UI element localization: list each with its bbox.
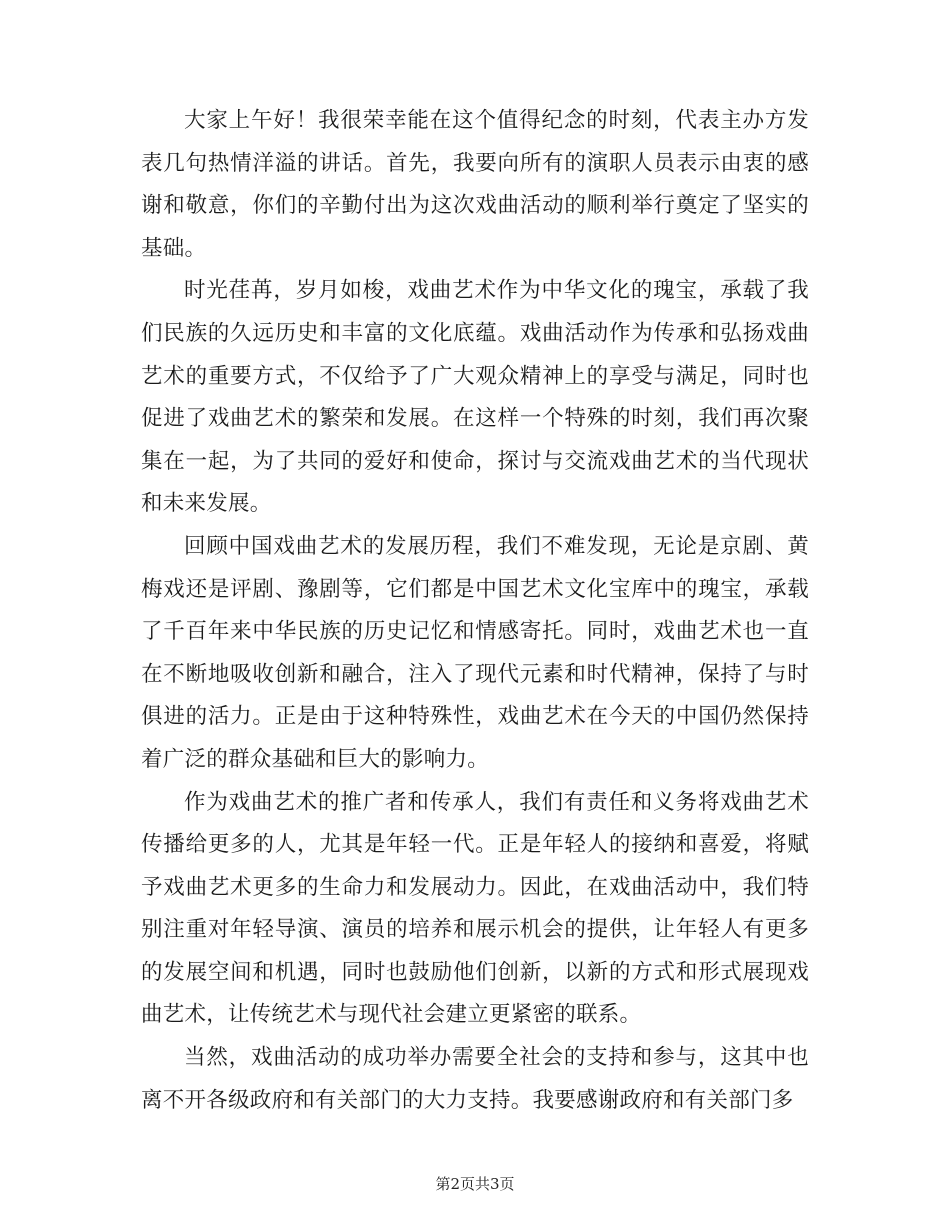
document-body bbox=[141, 100, 809, 1122]
page-number: 第2页共3页 bbox=[435, 1175, 515, 1193]
paragraph-4: 作为戏曲艺术的推广者和传承人，我们有责任和义务将戏曲艺术传播给更多的人，尤其是年轻一代。正是年轻人的接纳和喜爱，将赋予戏曲艺术更多的生命力和发展动力。因此，在戏曲活动中，我们特别注重对年轻导演、演员的培养和展示机会的提供，让年轻人有更多的发展空间和机遇，同时也鼓励他们创新，以新的方式和形式展现戏曲艺术，让传统艺术与现代社会建立更紧密的联系。 bbox=[141, 789, 809, 1028]
paragraph-2: 时光荏苒，岁月如梭，戏曲艺术作为中华文化的瑰宝，承载了我们民族的久远历史和丰富的文化底蕴。戏曲活动作为传承和弘扬戏曲艺术的重要方式，不仅给予了广大观众精神上的享受与满足，同时也促进了戏曲艺术的繁荣和发展。在这样一个特殊的时刻，我们再次聚集在一起，为了共同的爱好和使命，探讨与交流戏曲艺术的当代现状和未来发展。 bbox=[141, 278, 809, 517]
paragraph-1: 大家上午好！我很荣幸能在这个值得纪念的时刻，代表主办方发表几句热情洋溢的讲话。首先，我要向所有的演职人员表示由衷的感谢和敬意，你们的辛勤付出为这次戏曲活动的顺利举行奠定了坚实的基础。 bbox=[141, 108, 809, 261]
paragraph-5: 当然，戏曲活动的成功举办需要全社会的支持和参与，这其中也离不开各级政府和有关部门的大力支持。我要感谢政府和有关部门多 bbox=[141, 1045, 809, 1113]
paragraph-3: 回顾中国戏曲艺术的发展历程，我们不难发现，无论是京剧、黄梅戏还是评剧、豫剧等，它们都是中国艺术文化宝库中的瑰宝，承载了千百年来中华民族的历史记忆和情感寄托。同时，戏曲艺术也一直在不断地吸收创新和融合，注入了现代元素和时代精神，保持了与时俱进的活力。正是由于这种特殊性，戏曲艺术在今天的中国仍然保持着广泛的群众基础和巨大的影响力。 bbox=[141, 533, 809, 772]
